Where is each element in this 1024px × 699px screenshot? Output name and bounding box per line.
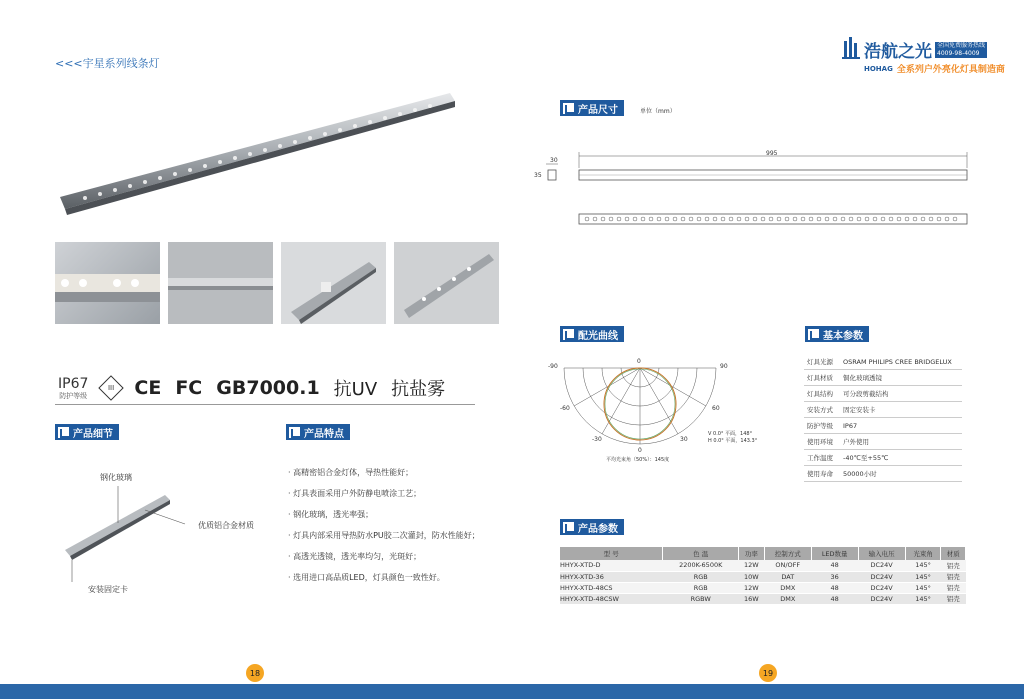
table-row: 防护等级 IP67 xyxy=(804,418,962,434)
curve-label-top: 0 xyxy=(637,358,641,365)
brand-logo xyxy=(842,37,1005,75)
ip-rating xyxy=(58,377,88,400)
page-number-left: 18 xyxy=(246,664,264,682)
curve-label-left-low: -30 xyxy=(592,436,602,443)
label-alloy: 优质铝合金材质 xyxy=(198,521,254,530)
tag-icon xyxy=(563,522,574,533)
curve-label-right-top: 90 xyxy=(720,363,728,370)
tag-icon xyxy=(289,427,300,438)
hotline-number: 4009-98-4009 xyxy=(935,50,987,58)
ce-mark: CE xyxy=(134,377,162,399)
logo-name: 浩航之光 xyxy=(864,42,932,62)
feature-item: · 选用进口高品质LED，灯具颜色一致性好。 xyxy=(288,573,445,582)
curve-label-left-mid: -60 xyxy=(560,405,570,412)
curve-label-right-mid: 60 xyxy=(712,405,720,412)
table-row: HHYX-XTD-D 2200K-6500K 12W ON/OFF 48 DC24V 145° 铝壳 xyxy=(560,560,966,571)
dim-length: 995 xyxy=(766,150,778,157)
logo-icon xyxy=(842,37,860,59)
tag-icon xyxy=(563,329,574,340)
logo-tagline: 全系列户外亮化灯具制造商 xyxy=(896,65,1005,75)
right-page xyxy=(512,0,1024,699)
curve-label-bottom: 0 xyxy=(638,447,642,454)
thumbnail-2 xyxy=(168,242,273,324)
footer-bar xyxy=(0,684,1024,699)
ip-rating-value: IP67 xyxy=(58,375,89,392)
unit-label: 单位（mm） xyxy=(640,108,676,115)
feature-item: · 灯具表面采用户外防静电喷涂工艺； xyxy=(288,489,422,498)
page-number-right: 19 xyxy=(759,664,777,682)
basic-param-table xyxy=(804,354,962,482)
table-row: 灯具结构 可分段剪截结构 xyxy=(804,386,962,402)
label-clip: 安装固定卡 xyxy=(88,585,128,594)
param-tag: 基本参数 xyxy=(805,326,869,342)
curve-tag: 配光曲线 xyxy=(560,326,624,342)
table-row: 工作温度 -40℃至+55℃ xyxy=(804,450,962,466)
curve-label-right-low: 30 xyxy=(680,436,688,443)
table-row: 灯具光源 OSRAM PHILIPS CREE BRIDGELUX xyxy=(804,354,962,370)
hotline-label: 全国免费服务热线 xyxy=(937,41,986,49)
feature-item: · 灯具内部采用导热防水PU胶二次灌封，防水性能好； xyxy=(288,531,480,540)
dimension-drawing xyxy=(532,148,972,233)
label-glass: 钢化玻璃 xyxy=(100,473,132,482)
curve-legend-v: V 0.0° 平面，148° xyxy=(708,431,753,437)
tag-icon xyxy=(58,427,69,438)
detail-tag: 产品细节 xyxy=(55,424,119,440)
table-row: HHYX-XTD-48CSW RGBW 16W DMX 48 DC24V 145° 铝壳 xyxy=(560,593,966,604)
table-row: HHYX-XTD-48CS RGB 12W DMX 48 DC24V 145° 铝壳 xyxy=(560,582,966,593)
tag-icon xyxy=(808,329,819,340)
tag-icon xyxy=(563,103,574,114)
table-header-row: 型 号 色 温 功率 控制方式 LED数量 输入电压 光束角 材质 xyxy=(560,547,966,560)
curve-caption: 平均光束角（50%）：145度 xyxy=(606,457,670,463)
table-row: 使用环境 户外使用 xyxy=(804,434,962,450)
size-tag: 产品尺寸 xyxy=(560,100,624,116)
anti-uv: 抗UV xyxy=(333,379,378,400)
table-row: 灯具材质 铜化玻璃透镜 xyxy=(804,370,962,386)
feature-item: · 高透光透镜，透光率均匀，光斑好； xyxy=(288,552,422,561)
dim-height: 35 xyxy=(534,172,542,179)
ip-rating-sub: 防护等级 xyxy=(59,391,88,400)
feature-item: · 钢化玻璃，透光率强； xyxy=(288,510,374,519)
feature-list xyxy=(288,462,480,588)
product-param-table xyxy=(560,547,966,605)
hero-product-image xyxy=(55,85,475,225)
curve-legend-h: H 0.0° 平面，143.3° xyxy=(708,438,758,444)
polar-light-curve xyxy=(560,360,720,460)
product-tag: 产品参数 xyxy=(560,519,624,535)
detail-illustration xyxy=(60,480,260,590)
class3-icon: III xyxy=(99,375,124,400)
certification-row xyxy=(58,370,478,406)
gb-mark: GB7000.1 xyxy=(216,377,320,399)
fc-mark: FC xyxy=(175,377,203,399)
thumbnail-1 xyxy=(55,242,160,324)
thumbnail-3 xyxy=(281,242,386,324)
curve-label-left-top: -90 xyxy=(548,363,558,370)
detail-thumbnails xyxy=(55,242,499,324)
series-title: <<<宇星系列线条灯 xyxy=(55,57,160,70)
dim-width: 30 xyxy=(550,157,558,164)
table-row: 安装方式 固定安装卡 xyxy=(804,402,962,418)
feature-item: · 高精密铝合金灯体，导热性能好； xyxy=(288,468,414,477)
table-row: 使用寿命 50000小时 xyxy=(804,466,962,482)
table-row: HHYX-XTD-36 RGB 10W DAT 36 DC24V 145° 铝壳 xyxy=(560,571,966,582)
logo-brand: HOHAG xyxy=(864,64,893,73)
divider xyxy=(55,404,475,405)
anti-salt: 抗盐雾 xyxy=(391,379,446,400)
thumbnail-4 xyxy=(394,242,499,324)
feature-tag: 产品特点 xyxy=(286,424,350,440)
